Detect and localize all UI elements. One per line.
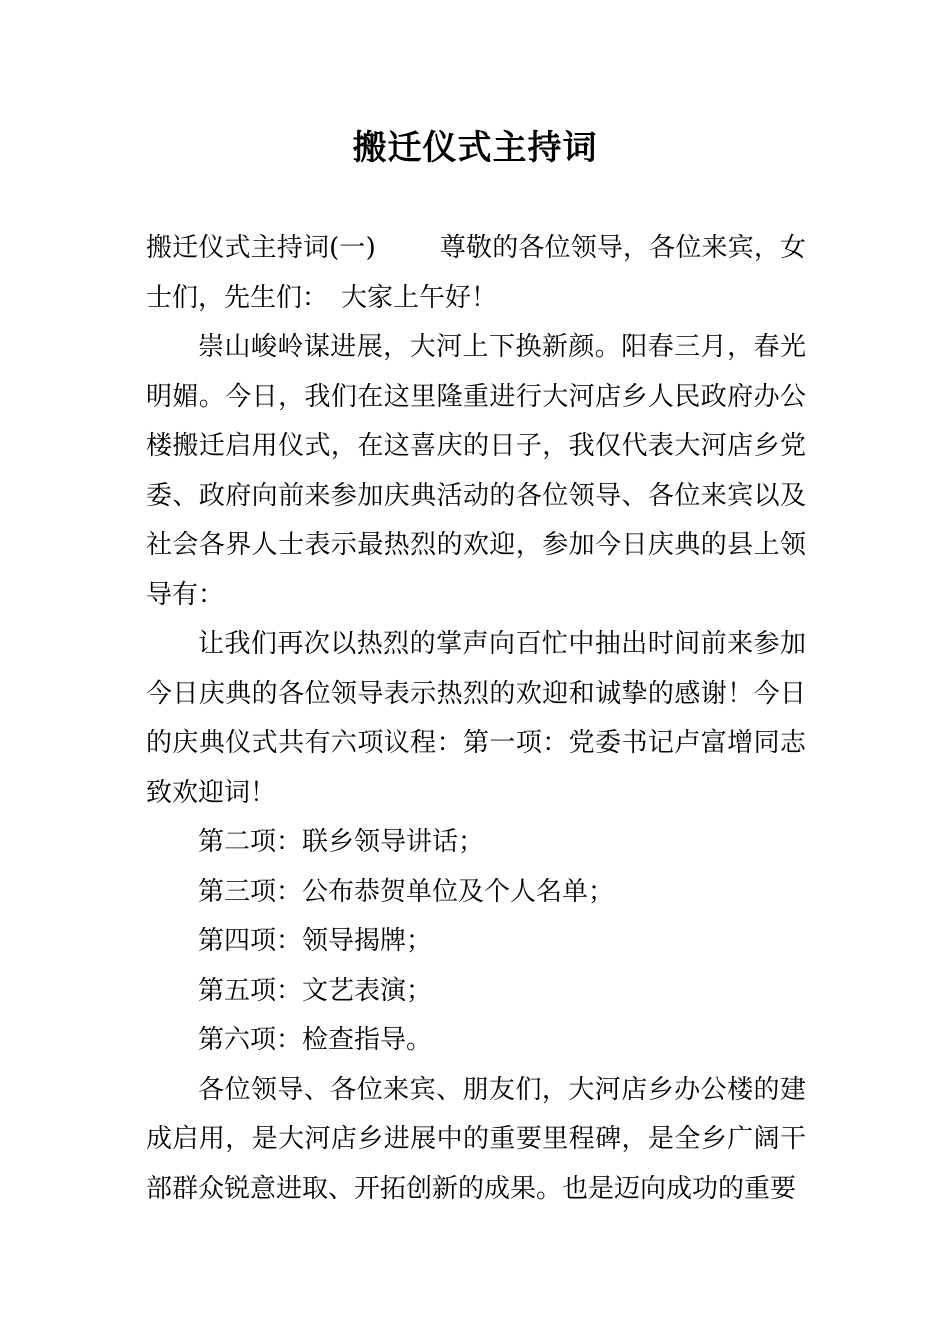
- agenda-item: 第五项：文艺表演；: [198, 975, 433, 1006]
- paragraph: 崇山峻岭谋进展，大河上下换新颜。阳春三月，春光明媚。今日，我们在这里隆重进行大河店乡人民政府办公楼搬迁启用仪式，在这喜庆的日子，我仅代表大河店乡党委、政府向前来参加庆典活动的各位领导、各位来宾以及社会各界人士表示最热烈的欢迎，参加今日庆典的县上领导有：: [146, 332, 806, 610]
- document-body: [146, 224, 806, 1214]
- agenda-item: 第四项：领导揭牌；: [198, 926, 433, 956]
- document-title: 搬迁仪式主持词: [352, 128, 598, 168]
- agenda-item: 第三项：公布恭贺单位及个人名单；: [198, 876, 615, 907]
- paragraph-lead: 搬迁仪式主持词(一): [146, 233, 376, 263]
- paragraph-intro: [146, 224, 806, 323]
- agenda-item: 第二项：联乡领导讲话；: [198, 827, 485, 857]
- paragraph: 让我们再次以热烈的掌声向百忙中抽出时间前来参加今日庆典的各位领导表示热烈的欢迎和诚挚的感谢！今日的庆典仪式共有六项议程：第一项：党委书记卢富增同志致欢迎词！: [146, 629, 806, 808]
- paragraph: 各位领导、各位来宾、朋友们，大河店乡办公楼的建成启用，是大河店乡进展中的重要里程碑，是全乡广阔干部群众锐意进取、开拓创新的成果。也是迈向成功的重要: [146, 1074, 806, 1204]
- agenda-item: 第六项：检查指导。: [198, 1025, 433, 1055]
- paragraph-text: 尊敬的各位领导，各位来宾，女士们，先生们： 大家上午好！: [146, 233, 806, 313]
